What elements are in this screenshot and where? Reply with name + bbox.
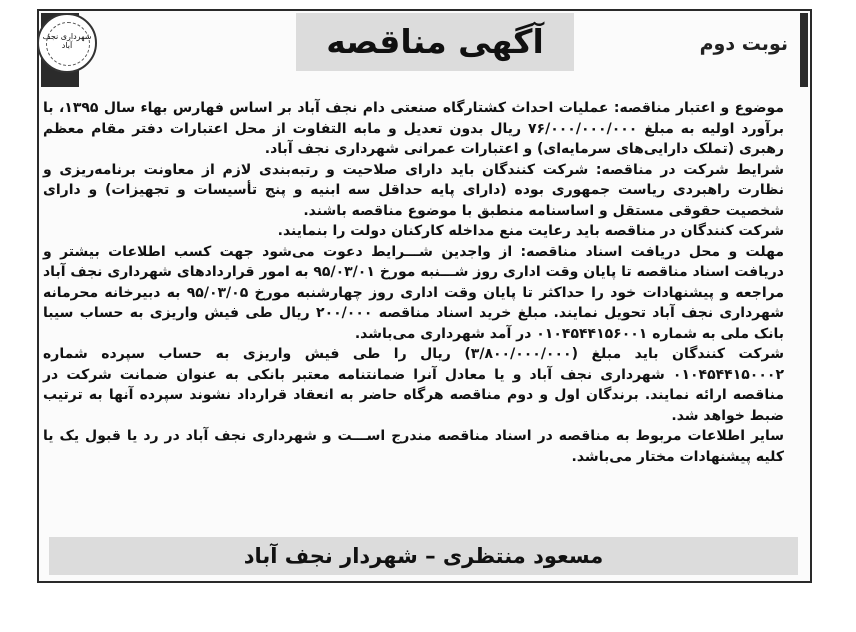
municipality-logo-icon	[37, 13, 97, 73]
notice-title: آگهی مناقصه	[326, 22, 544, 61]
paragraph-conditions: شرایط شرکت در مناقصه: شرکت کنندگان باید دارای صلاحیت و رتبه‌بندی لازم از معاونت برنامه‌ریزی و نظارت راهبردی ریاست جمهوری بوده (دارای پایه حداقل سه ابنیه و پنج تأسیسات و تجهیزات) و دارای شخصیت حقوقی مستقل و اساسنامه منطبق با موضوع مناقصه باشند.	[43, 161, 784, 219]
paragraph-deposit: شرکت کنندگان باید مبلغ (۳/۸۰۰/۰۰۰/۰۰۰) ریال را طی فیش واریزی به حساب سپرده شماره ۰۱۰۴۵۴۴۱۵۰۰۰۲ شهرداری نجف آباد و یا معادل آنرا ضمانتنامه معتبر بانکی به عنوان ضمانت شرکت در مناقصه ارائه نمایند. برندگان اول و دوم مناقصه هرگاه حاضر به انعقاد قرارداد نشوند سپرده آنها به ترتیب ضبط خواهد شد.	[43, 346, 784, 424]
notice-round: نوبت دوم	[699, 33, 788, 55]
logo-text: شهرداری نجف آباد	[42, 32, 92, 50]
signature: مسعود منتظری – شهردار نجف آباد	[243, 544, 604, 568]
header-bar-right	[800, 13, 808, 87]
paragraph-subject: موضوع و اعتبار مناقصه: عملیات احداث کشتارگاه صنعتی دام نجف آباد بر اساس فهارس بهاء سال ۱۳۹۵، با برآورد اولیه به مبلغ ۷۶/۰۰۰/۰۰۰/۰۰۰ ریال بدون تعدیل و مابه التفاوت از محل اعتبارات دفتر مقام معظم رهبری (تملک دارایی‌های سرمایه‌ای) و اعتبارات عمرانی شهرداری نجف آباد.	[43, 100, 784, 157]
paragraph-conflict-rule: شرکت کنندگان در مناقصه باید رعایت منع مداخله کارکنان دولت را بنمایند.	[277, 223, 784, 239]
paragraph-deadline: مهلت و محل دریافت اسناد مناقصه: از واجدین شـــرایط دعوت می‌شود جهت کسب اطلاعات بیشتر و دریافت اسناد مناقصه تا پایان وقت اداری روز شـــنبه مورخ ۹۵/۰۳/۰۱ به امور قراردادهای شهرداری نجف آباد مراجعه و پیشنهادات خود را حداکثر تا پایان وقت اداری روز چهارشنبه مورخ ۹۵/۰۳/۰۵ به دبیرخانه محرمانه شهرداری نجف آباد تحویل نمایند. مبلغ خرید اسناد مناقصه ۲۰۰/۰۰۰ ریال طی فیش واریزی به حساب سیبا بانک ملی به شماره ۰۱۰۴۵۴۴۱۵۶۰۰۱ در آمد شهرداری می‌باشد.	[43, 243, 785, 342]
header	[41, 13, 808, 89]
tender-notice	[37, 9, 812, 583]
paragraph-other-info: سایر اطلاعات مربوط به مناقصه در اسناد مناقصه مندرج اســـت و شهرداری نجف آباد در رد یا قبول یک یا کلیه پیشنهادات مختار می‌باشد.	[43, 428, 784, 465]
notice-body	[43, 98, 784, 467]
